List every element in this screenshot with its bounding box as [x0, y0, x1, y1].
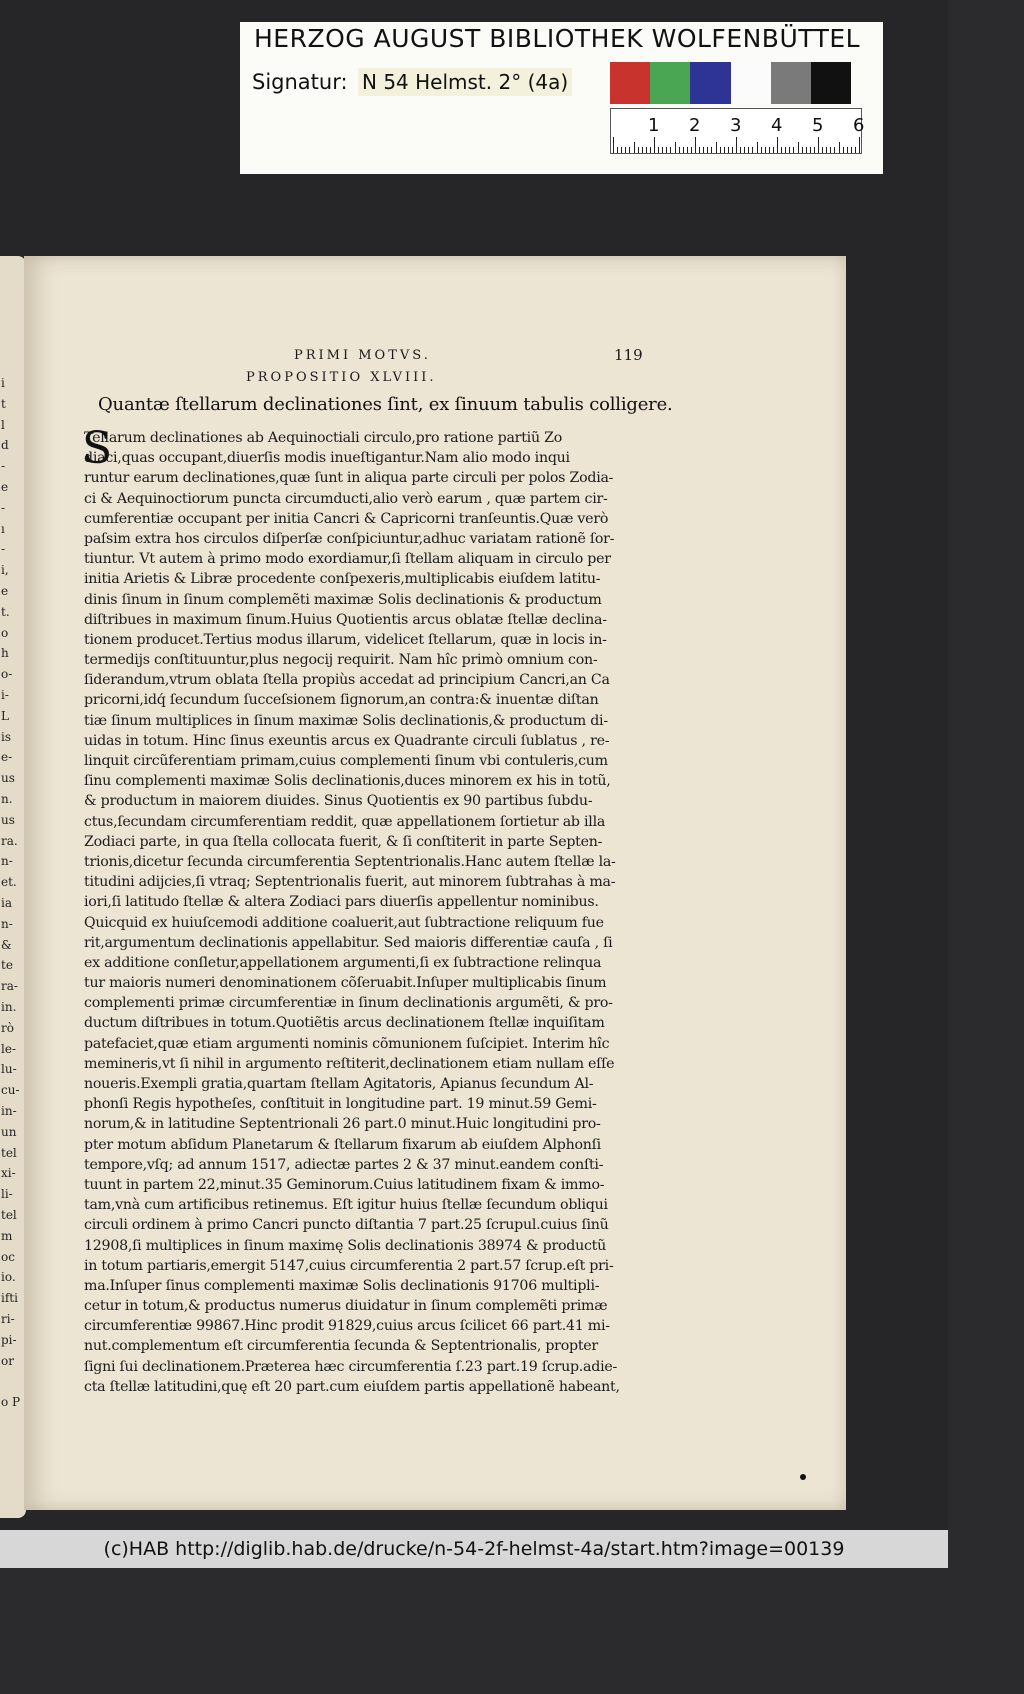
ruler-tick [736, 137, 737, 153]
text-line: cta ſtellæ latitudini,quę eſt 20 part.cum eiuſdem partis appellationẽ habeant, [84, 1378, 620, 1395]
text-line: memineris,vt ſi nihil in argumento reſtiterit,declinationem etiam nullam eſſe [84, 1055, 615, 1072]
text-line: patefaciet,quæ etiam argumenti nominis cõmunionem ſuſcipiet. Interim hîc [84, 1035, 610, 1052]
footer-credit-link[interactable]: (c)HAB http://diglib.hab.de/drucke/n-54-2f-helmst-4a/start.htm?image=00139 [103, 1538, 845, 1560]
facing-page-letter: ri- [1, 1312, 15, 1326]
text-line: tiuntur. Vt autem à primo modo exordiamur,ſi ſtellam aliquam in circulo per [84, 551, 611, 568]
facing-page-letter: us [1, 812, 15, 827]
ruler-tick [670, 147, 671, 153]
ruler-tick [769, 147, 770, 153]
facing-page-letter: ra- [1, 979, 18, 994]
ruler-tick [691, 147, 692, 153]
ruler-tick [658, 147, 659, 153]
facing-page-letter: i, [1, 563, 9, 578]
color-calibration-swatches [610, 62, 851, 104]
ruler-tick [617, 147, 618, 153]
ruler-number: 2 [689, 115, 701, 136]
ruler-number: 3 [730, 115, 742, 136]
text-line: norum,& in latitudine Septentrionali 26 part.0 minut.Huic longitudini pro- [84, 1116, 601, 1133]
facing-page-letter: L [1, 708, 9, 723]
text-line: linquit circũferentiam primam,cuius complementi ſinum vbi contuleris,cum [84, 753, 608, 769]
ruler-number: 4 [771, 115, 783, 136]
running-head: PRIMI MOTVS. [294, 348, 431, 363]
ruler-tick [740, 147, 741, 153]
facing-page-letter: l [1, 417, 5, 432]
ruler-tick [621, 147, 622, 153]
book-page [24, 256, 846, 1510]
facing-page-letter: i- [1, 688, 9, 702]
ruler-tick [646, 147, 647, 153]
facing-page-letter: pi- [1, 1332, 17, 1347]
facing-page-letter: h [1, 646, 9, 661]
facing-page-letter: n. [1, 792, 13, 806]
text-line: ſinu complementi maximæ Solis declinationis,duces minorem ex his in totũ, [84, 773, 611, 790]
text-line: in totum partiaris,emergit 5147,cuius circumferentia 2 part.57 ſcrup.eſt pri- [84, 1257, 614, 1274]
text-line: ctus,ſecundam circumferentiam reddit, quæ appellationem ſortietur ab illa [84, 813, 606, 830]
ruler-tick [625, 147, 626, 153]
text-line: phonſi Regis hypotheſes, conſtituit in longitudine part. 19 minut.59 Gemi- [84, 1096, 597, 1113]
facing-page-letter: - [1, 459, 6, 474]
drop-cap: S [82, 423, 113, 474]
text-line: tiæ ſinum multiplices in ſinum maximæ Solis declinationis,& productum di- [84, 712, 608, 729]
ruler-tick [859, 137, 860, 153]
ink-dot [800, 1474, 806, 1480]
text-line: trionis,dicetur ſecunda circumferentia Septentrionalis.Hanc autem ſtellæ la- [84, 853, 616, 870]
signatur-label: Signatur: [252, 70, 348, 94]
text-line: diaci,quas occupant,diuerſis modis inueſtigantur.Nam alio modo inqui [84, 450, 570, 467]
text-line: paſsim extra hos circulos diſperſæ conſpiciuntur,adhuc variatam rationẽ ſor- [84, 530, 615, 547]
color-swatch [771, 62, 811, 104]
ruler-tick [851, 147, 852, 153]
ruler-tick [711, 147, 712, 153]
text-line: Tellarum declinationes ab Aequinoctiali circulo,pro ratione partiũ Zo [84, 430, 563, 446]
facing-page-letter: o- [1, 667, 13, 682]
facing-page-letter: i [1, 376, 5, 390]
facing-page-letter: e [1, 584, 9, 598]
ruler-tick [720, 147, 721, 153]
facing-page-letter: et. [1, 875, 17, 890]
library-label-card [240, 22, 883, 174]
ruler-tick [826, 147, 827, 153]
facing-page-letter: te [1, 958, 13, 973]
ruler-number: 1 [648, 115, 660, 136]
facing-page-letter: - [1, 500, 6, 515]
ruler-number: 6 [853, 115, 865, 136]
facing-page-letter: us [1, 771, 15, 786]
scale-ruler [610, 108, 865, 154]
ruler-tick [773, 147, 774, 153]
ruler-tick [814, 147, 815, 153]
ruler-tick [707, 147, 708, 153]
ruler-tick [802, 147, 803, 153]
facing-page-letter: ı [1, 521, 5, 536]
text-line: termedijs conſtituuntur,plus negocij requirit. Nam hîc primò omnium con- [84, 652, 598, 669]
ruler-tick [798, 142, 799, 153]
text-line: rit,argumentum declinationis appellabitur. Sed maioris differentiæ cauſa , ſi [84, 934, 613, 951]
ruler-tick [638, 147, 639, 153]
ruler-tick [642, 147, 643, 153]
text-line: tam,vnà cum artificibus retinemus. Eſt igitur huius ſtellæ ſecundum obliqui [84, 1197, 608, 1214]
facing-page-letter: li- [1, 1187, 13, 1202]
text-line: complementi primæ circumferentiæ in ſinum declinationis argumẽti, & pro- [84, 995, 613, 1012]
facing-page-letter: o [1, 625, 9, 640]
color-swatch [731, 62, 771, 104]
ruler-tick [662, 147, 663, 153]
ruler-tick [855, 147, 856, 153]
ruler-tick [765, 147, 766, 153]
ruler-tick [728, 147, 729, 153]
facing-page-letter: cu- [1, 1083, 20, 1098]
ruler-tick [834, 147, 835, 153]
facing-page-letter: tel [1, 1208, 17, 1222]
proposition-heading: PROPOSITIO XLVIII. [246, 370, 437, 385]
facing-page-letter: e [1, 480, 9, 494]
facing-page-letter: n- [1, 916, 13, 931]
facing-page-letter: o P [1, 1395, 21, 1410]
ruler-tick [843, 147, 844, 153]
text-line: dinis ſinum in ſinum complemẽti maximæ Solis declinationis & productum [84, 591, 602, 608]
proposition-title: Quantæ ſtellarum declinationes ſint, ex ſinuum tabulis colligere. [98, 394, 673, 415]
ruler-tick [724, 147, 725, 153]
ruler-tick [822, 147, 823, 153]
folio-number: 119 [614, 346, 643, 364]
text-line: ſiderandum,vtrum oblata ſtella propiùs accedat ad principium Cancri,an Ca [84, 672, 610, 689]
ruler-tick [629, 147, 630, 153]
ruler-tick [683, 147, 684, 153]
ruler-tick [839, 142, 840, 153]
facing-page-letter: e- [1, 750, 13, 765]
facing-page-letter: t. [1, 604, 10, 619]
text-line: iori,ſi latitudo ſtellæ & altera Zodiaci pars diuerſis appellentur nominibus. [84, 894, 599, 911]
facing-page-letter: xi- [1, 1166, 16, 1181]
ruler-tick [830, 147, 831, 153]
text-line: Zodiaci parte, in qua ſtella collocata fuerit, & ſi conſtiterit in parte Septen- [84, 833, 603, 850]
facing-page-letter: ia [1, 896, 12, 910]
text-line: nut.complementum eſt circumferentia ſecunda & Septentrionalis, propter [84, 1338, 598, 1355]
ruler-tick [699, 147, 700, 153]
color-swatch [610, 62, 650, 104]
ruler-tick [703, 147, 704, 153]
text-line: circuli ordinem à primo Cancri puncto diſtantia 7 part.25 ſcrupul.cuius ſinũ [84, 1217, 609, 1234]
facing-page-letter: in- [1, 1104, 17, 1118]
text-line: cumferentiæ occupant per initia Cancri & Capricorni tranſeuntis.Quæ verò [84, 510, 609, 527]
ruler-number: 5 [812, 115, 824, 136]
facing-page-letter: t [1, 396, 6, 411]
facing-page-letter: & [1, 937, 12, 952]
text-line: ductum diſtribues in totum.Quotiẽtis arcus declinationem ſtellæ inquiſitam [84, 1015, 605, 1032]
ruler-tick [777, 137, 778, 153]
ruler-tick [666, 147, 667, 153]
ruler-tick [687, 147, 688, 153]
facing-page-letter: ifti [1, 1291, 18, 1306]
ruler-tick [793, 147, 794, 153]
text-line: circumferentiæ 99867.Hinc prodit 91829,cuius arcus ſcilicet 66 part.41 mi- [84, 1318, 610, 1335]
body-text [82, 423, 644, 1397]
facing-page-letter: ra. [1, 833, 18, 848]
text-line: pter motum abſidum Planetarum & ſtellarum fixarum ab eiuſdem Alphonſi [84, 1136, 601, 1153]
ruler-tick [785, 147, 786, 153]
text-line: ci & Aequinoctiorum puncta circumducti,alio verò earum , quæ partem cir- [84, 490, 608, 507]
text-line: uidas in totum. Hinc ſinus exeuntis arcus ex Quadrante circuli ſublatus , re- [84, 732, 610, 749]
text-line: tempore,vſq; ad annum 1517, adiectæ partes 2 & 37 minut.eandem conſti- [84, 1156, 604, 1173]
text-line: cetur in totum,& productus numerus diuidatur in ſinum complemẽti primæ [84, 1298, 608, 1315]
ruler-tick [695, 137, 696, 153]
text-line: 12908,ſi multiplices in ſinum maximę Solis declinationis 38974 & productũ [84, 1237, 607, 1254]
ruler-tick [810, 147, 811, 153]
facing-page-letter: d [1, 438, 9, 453]
library-name: HERZOG AUGUST BIBLIOTHEK WOLFENBÜTTEL [254, 24, 861, 53]
color-swatch [690, 62, 730, 104]
ruler-tick [613, 137, 614, 153]
ruler-tick [679, 147, 680, 153]
text-line: ſigni ſui declinationem.Præterea hæc circumferentia ſ.23 part.19 ſcrup.adie- [84, 1358, 618, 1375]
text-line: Quicquid ex huiuſcemodi additione coaluerit,aut ſubtractione reliquum fue [84, 914, 604, 931]
ruler-tick [634, 142, 635, 153]
ruler-tick [752, 147, 753, 153]
ruler-tick [818, 137, 819, 153]
facing-page-letter: oc [1, 1249, 15, 1264]
facing-page-letter: le- [1, 1041, 16, 1056]
ruler-tick [789, 147, 790, 153]
facing-page-letter: is [1, 729, 11, 744]
facing-page-edge [0, 256, 26, 1518]
ruler-tick [744, 147, 745, 153]
facing-page-letter: n- [1, 854, 13, 869]
facing-page-letter: tel [1, 1145, 17, 1160]
ruler-tick [716, 142, 717, 153]
text-line: pricorni,idq́ ſecundum ſucceſsionem ſignorum,an contra:& inuentæ diſtan [84, 692, 599, 709]
text-line: runtur earum declinationes,quæ ſunt in aliqua parte circuli per polos Zodia- [84, 470, 614, 487]
text-line: tur maioris numeri denominationem cõſeruabit.Inſuper multiplicabis ſinum [84, 975, 607, 992]
color-swatch [650, 62, 690, 104]
footer-bar [0, 1530, 948, 1568]
color-swatch [811, 62, 851, 104]
ruler-tick [781, 147, 782, 153]
text-line: tionem producet.Tertius modus illarum, videlicet ſtellarum, quæ in locis in- [84, 631, 607, 648]
text-line: diſtribues in maximum ſinum.Huius Quotientis arcus oblatæ ſtellæ declina- [84, 611, 607, 628]
facing-page-letter: un [1, 1124, 17, 1139]
facing-page-letter: io. [1, 1270, 16, 1285]
text-line: ma.Inſuper ſinus complementi maximæ Solis declinationis 91706 multipli- [84, 1277, 600, 1294]
ruler-tick [757, 142, 758, 153]
facing-page-letter: lu- [1, 1062, 17, 1077]
text-line: initia Arietis & Libræ procedente conſpexeris,multiplicabis eiuſdem latitu- [84, 571, 601, 588]
ruler-tick [748, 147, 749, 153]
ruler-tick [654, 137, 655, 153]
signatur-value: N 54 Helmst. 2° (4a) [358, 68, 572, 96]
ruler-tick [847, 147, 848, 153]
facing-page-letter: - [1, 542, 6, 557]
facing-page-letter: or [1, 1353, 14, 1368]
text-line: & productum in maiorem diuides. Sinus Quotientis ex 90 partibus ſubdu- [84, 793, 593, 810]
text-line: ex additione conſletur,appellationem argumenti,ſi ex ſubtractione relinqua [84, 954, 602, 971]
ruler-tick [675, 142, 676, 153]
facing-page-letter: m [1, 1228, 13, 1243]
ruler-tick [806, 147, 807, 153]
text-line: tuunt in partem 22,minut.35 Geminorum.Cuius latitudinem fixam & immo- [84, 1176, 605, 1193]
ruler-tick [761, 147, 762, 153]
text-line: noueris.Exempli gratia,quartam ſtellam Agitatoris, Apianus ſecundum Al- [84, 1076, 594, 1092]
ruler-tick [650, 147, 651, 153]
ruler-tick [732, 147, 733, 153]
facing-page-letter: in. [1, 1000, 17, 1014]
text-line: titudini adijcies,ſi vtraq; Septentrionalis fuerit, aut minorem ſubtrahas à ma- [84, 874, 616, 891]
facing-page-letter: rò [1, 1020, 14, 1035]
